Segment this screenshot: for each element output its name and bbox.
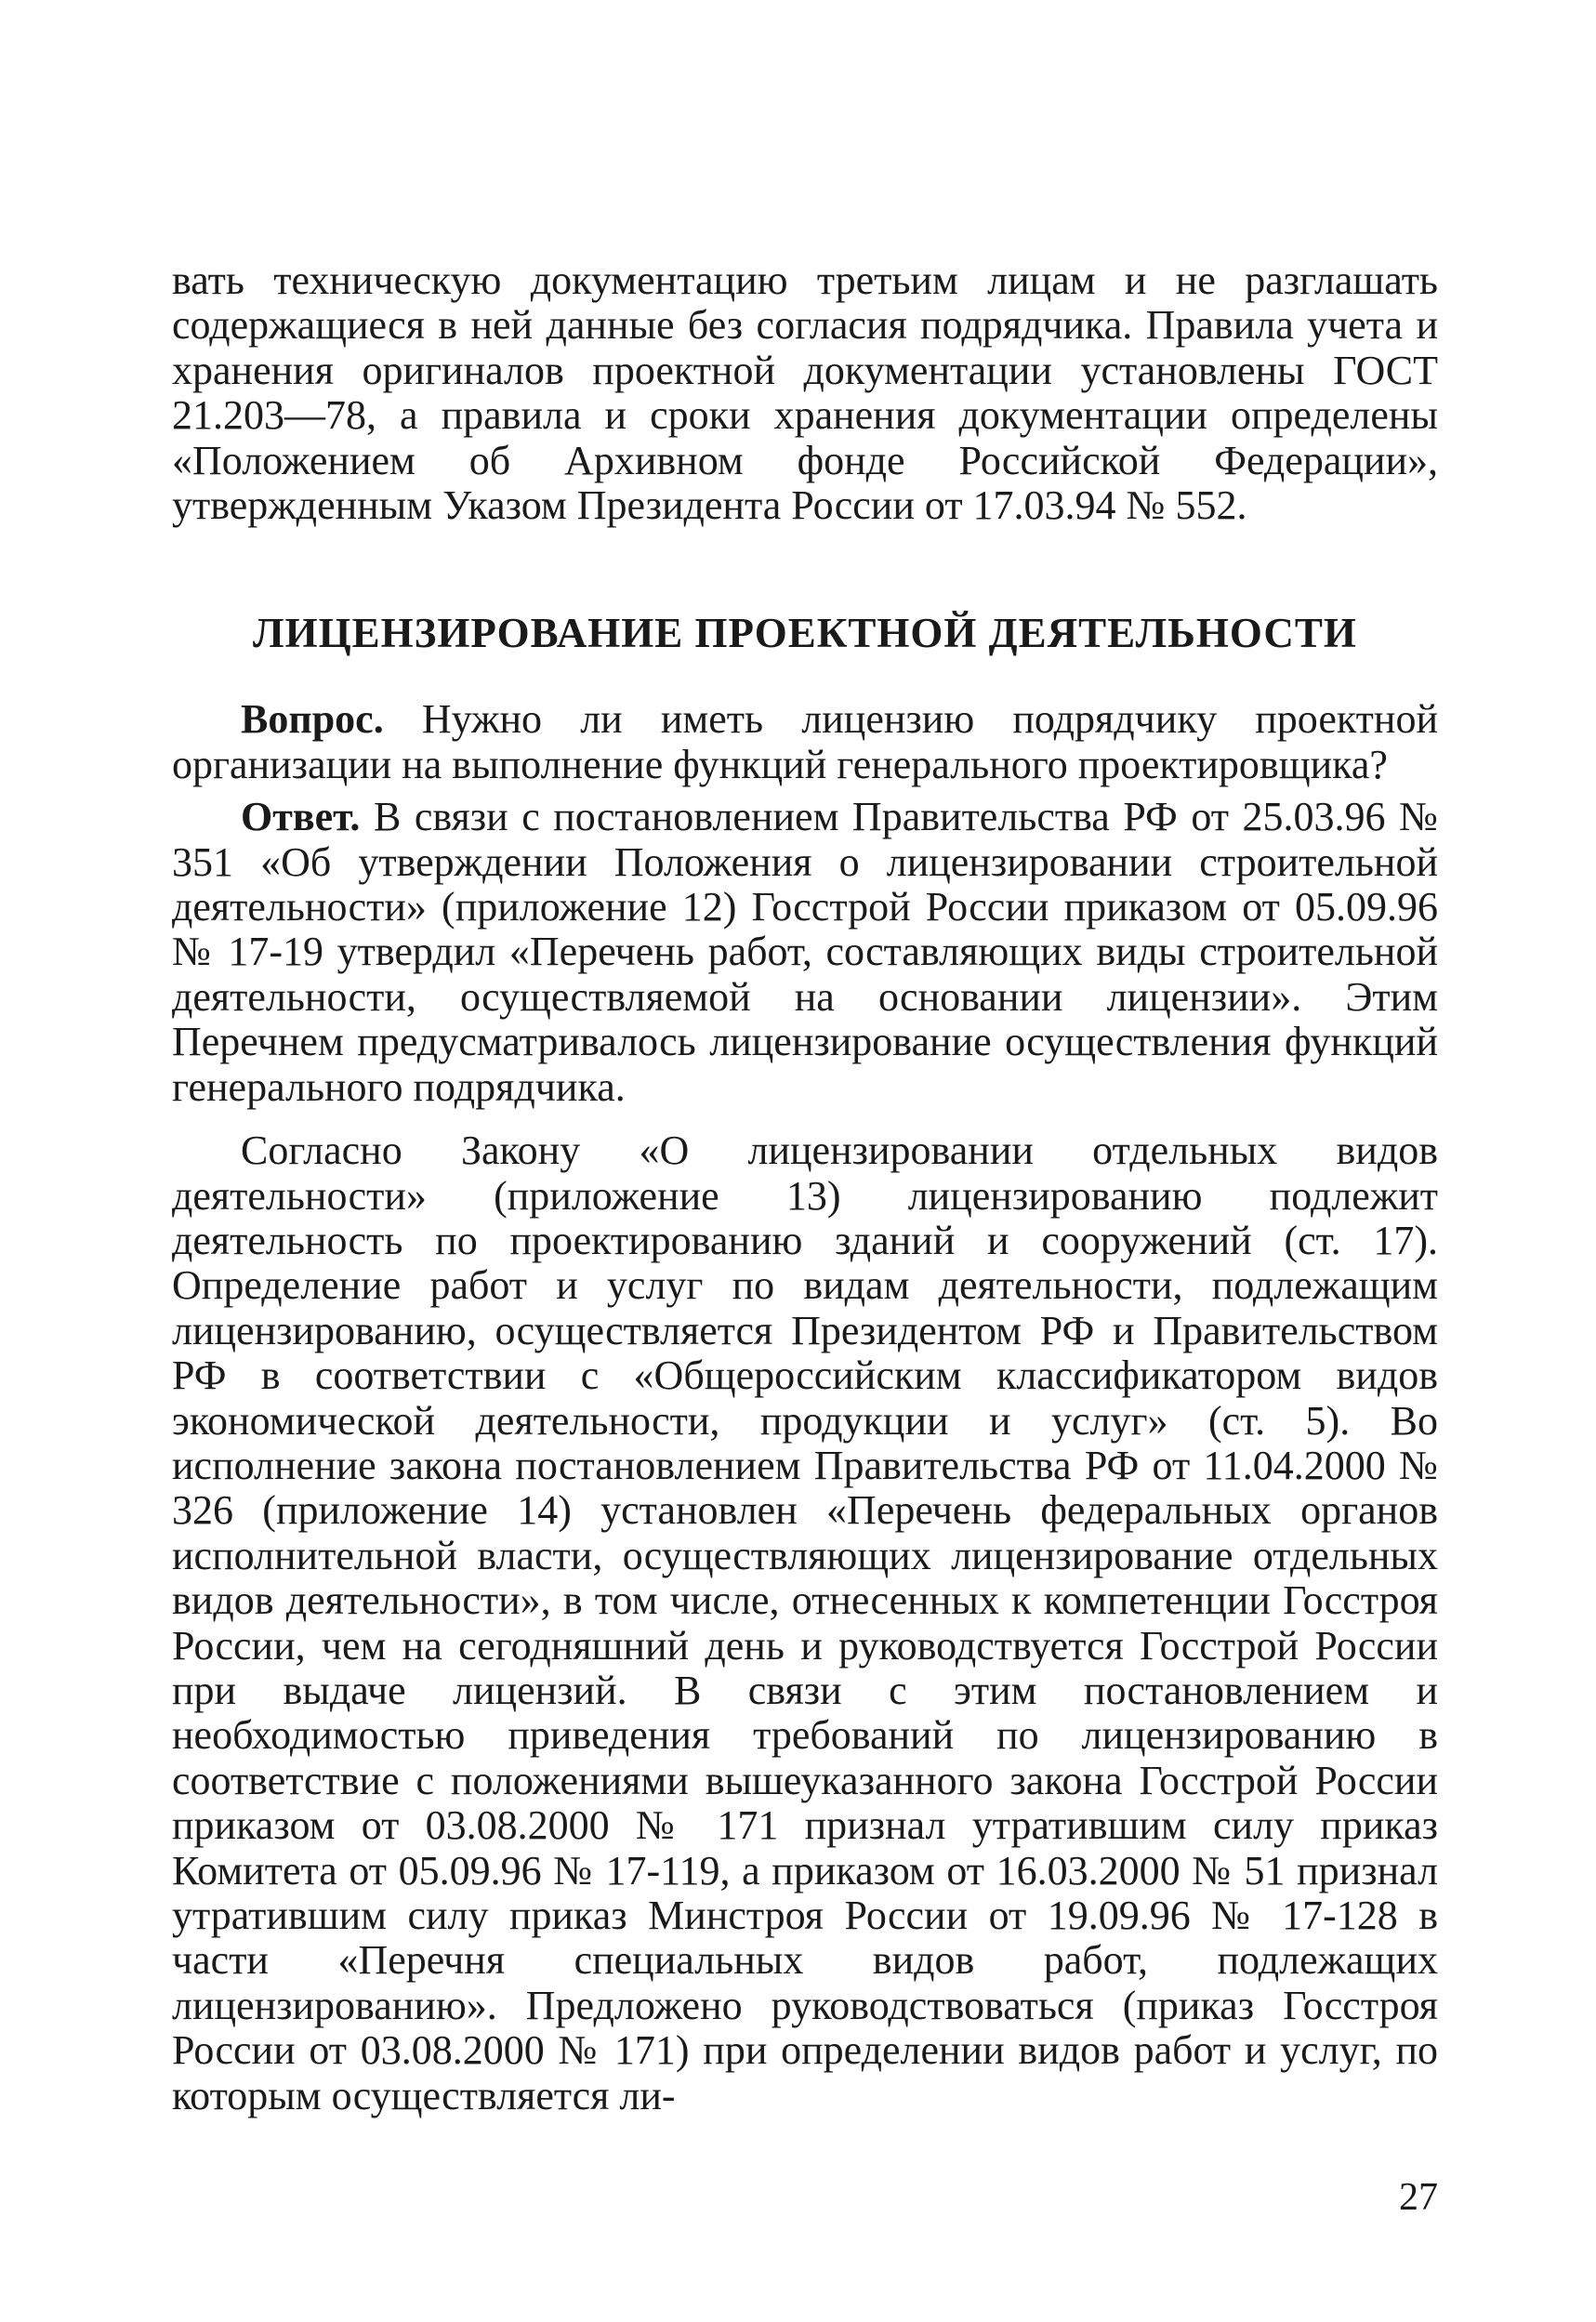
question-text: Нужно ли иметь лицензию подрядчику проектной организации на выполнение функций генерального проектировщика? — [172, 696, 1438, 787]
question-label: Вопрос. — [241, 696, 384, 743]
section-heading: ЛИЦЕНЗИРОВАНИЕ ПРОЕКТНОЙ ДЕЯТЕЛЬНОСТИ — [253, 610, 1357, 657]
answer-text: В связи с постановлением Правительства РФ от 25.03.96 № 351 «Об утверждении Положения о лицензировании строительной деятельности» (приложение 12) Госстрой России приказом от 05.09.96 № 17-19 утвердил «Перечень работ, составляющих виды строительной деятельности, осуществляемой на основании лицензии». Этим Перечнем предусматривалось лицензирование осуществления функций генерального подрядчика. — [172, 794, 1438, 1110]
document-page — [172, 258, 1438, 2118]
body-paragraph: Согласно Закону «О лицензировании отдельных видов деятельности» (приложение 13) лицензированию подлежит деятельность по проектированию зданий и сооружений (ст. 17). Определение работ и услуг по видам деятельности, подлежащим лицензированию, осуществляется Президентом РФ и Правительством РФ в соответствии с «Общероссийским классификатором видов экономической деятельности, продукции и услуг» (ст. 5). Во исполнение закона постановлением Правительства РФ от 11.04.2000 № 326 (приложение 14) установлен «Перечень федеральных органов исполнительной власти, осуществляющих лицензирование отдельных видов деятельности», в том числе, отнесенных к компетенции Госстроя России, чем на сегодняшний день и руководствуется Госстрой России при выдаче лицензий. В связи с этим постановлением и необходимостью приведения требований по лицензированию в соответствие с положениями вышеуказанного закона Госстрой России приказом от 03.08.2000 № 171 признал утратившим силу приказ Комитета от 05.09.96 № 17-119, а приказом от 16.03.2000 № 51 признал утратившим силу приказ Минстроя России от 19.09.96 № 17-128 в части «Перечня специальных видов работ, подлежащих лицензированию». Предложено руководствоваться (приказ Госстроя России от 03.08.2000 № 171) при определении видов работ и услуг, по которым осуществляется ли- — [172, 1128, 1438, 2118]
intro-paragraph: вать техническую документацию третьим лицам и не разглашать содержащиеся в ней данные без согласия подрядчика. Правила учета и хранения оригиналов проектной документации установлены ГОСТ 21.203—78, а правила и сроки хранения документации определены «Положением об Архивном фонде Российской Федерации», утвержденным Указом Президента России от 17.03.94 № 552. — [172, 257, 1438, 529]
question-paragraph — [172, 697, 1438, 787]
page-number: 27 — [1399, 2176, 1438, 2219]
answer-paragraph — [172, 795, 1438, 1110]
answer-label: Ответ. — [241, 794, 361, 840]
